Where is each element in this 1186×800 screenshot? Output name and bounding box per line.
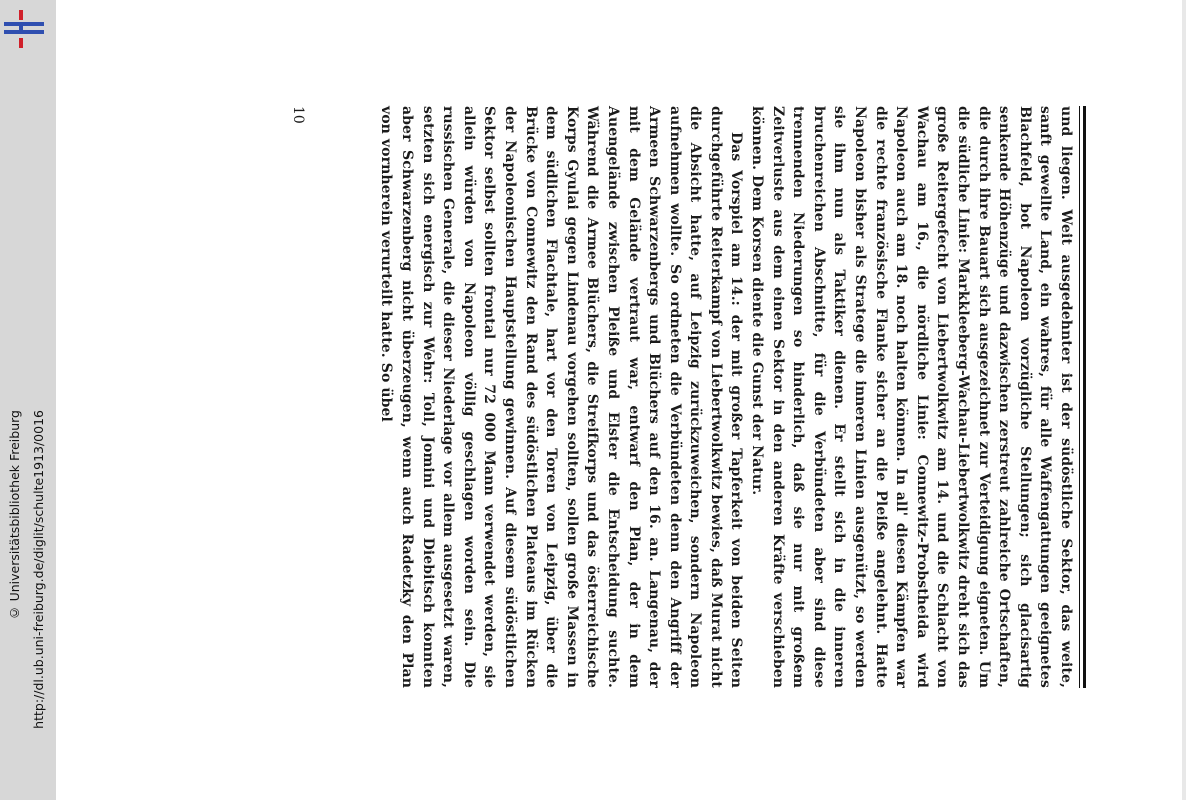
paragraph-2: Das Vorspiel am 14.: der mit großer Tapferkeit von beiden Seiten durchgeführte Reiterkampf von Liebertwolkwitz bewies, daß Murat nicht die Absicht hatte, auf Leipzig zurückzuweichen, sondern Napoleon aufnehmen wollte. So ordneten die Verbündeten denn den Angriff der Armeen Schwarzenbergs und Blüchers auf den 16. an. Langenau, der mit dem Gelände vertraut war, entwarf den Plan, der in dem Auengelände zwischen Pleiße und Elster die Entscheidung suchte. Während die Armee Blüchers, die Streifkorps und das österreichische Korps Gyulai gegen Lindenau vorgehen sollten, sollen große Massen in dem südlichen Flachtale, hart vor den Toren von Leipzig, über die Brücke von Connewitz den Rand des südöstlichen Plateaus im Rücken der Napoleonischen Hauptstellung gewinnen. Auf diesem südöstlichen Sektor selbst sollten frontal nur 72 000 Mann verwendet werden, sie allein würden von Napoleon völlig geschlagen worden sein. Die russischen Generale, die dieser Niederlage vor allem ausgesetzt waren, setzten sich energisch zur Wehr: Toll, Jomini und Diebitsch konnten aber Schwarzenberg nicht überzeugen, wenn auch Radetzky den Plan von vornherein verurteilt hatte. So übel	[378, 106, 745, 688]
viewer-sidebar	[0, 0, 56, 800]
page-body-text	[376, 106, 1076, 688]
copyright-notice: © Universitätsbibliothek Freiburg	[7, 410, 22, 621]
scanned-page	[250, 106, 1086, 688]
page-number: 10	[290, 106, 306, 124]
university-logo-icon	[4, 10, 46, 50]
document-url[interactable]: http://dl.ub.uni-freiburg.de/diglit/schulte1913/0016	[31, 410, 46, 729]
paragraph-1: und liegen. Weit ausgedehnter ist der südöstliche Sektor, das weite, sanft gewellte Land, ein wahres, für alle Waffengattungen geeignetes Blachfeld, bot Napoleon vorzügliche Stellungen; sich glacisartig senkende Höhenzüge und dazwischen zerstreut zahlreiche Ortschaften, die durch ihre Bauart sich ausgezeichnet zur Verteidigung eigneten. Um die südliche Linie: Markkleeberg-Wachau-Liebertwolkwitz dreht sich das große Reitergefecht von Liebertwolkwitz am 14. und die Schlacht von Wachau am 16., die nördliche Linie: Connewitz-Probstheida wird Napoleon auch am 18. noch halten können. In all' diesen Kämpfen war die rechte französische Flanke sicher an die Pleiße angelehnt. Hatte Napoleon bisher als Stratege die inneren Linien ausgenützt, so werden sie ihm nun als Taktiker dienen. Er stellt sich in die inneren bruchenreichen Abschnitte, für die Verbündeten aber sind diese trennenden Niederungen so hinderlich, daß sie nur mit großem Zeitverluste aus dem einen Sektor in den anderen Kräfte verschieben können. Dem Korsen diente die Gunst der Natur.	[749, 106, 1074, 688]
right-scroll-edge	[1182, 0, 1186, 800]
header-rule-thick	[1083, 106, 1086, 688]
header-rule-thin	[1079, 106, 1080, 688]
